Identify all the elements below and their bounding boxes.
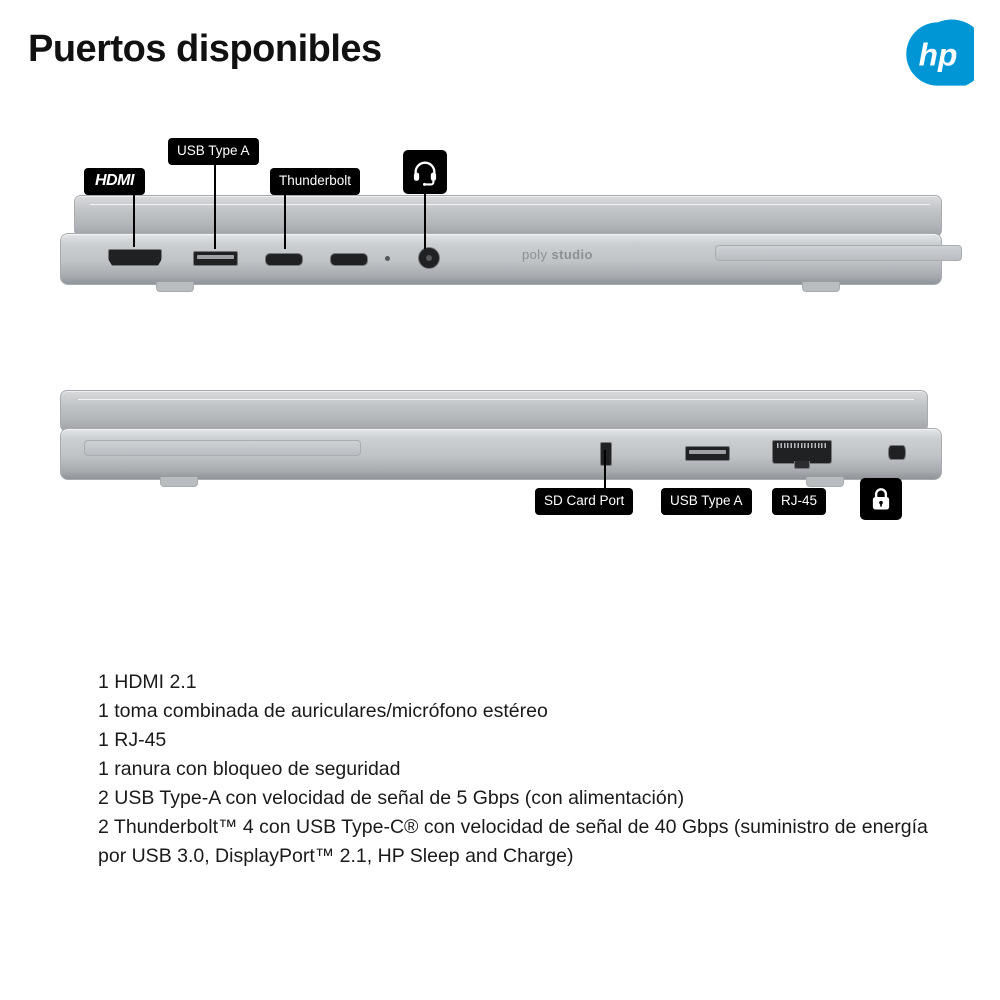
lock-icon bbox=[868, 486, 894, 512]
spec-line-thunderbolt: 2 Thunderbolt™ 4 con USB Type-C® con velocidad de señal de 40 Gbps (suministro de energía por USB 3.0, DisplayPort™ 2.1, HP Sleep and Charge) bbox=[98, 816, 934, 867]
sd-card-port bbox=[600, 442, 612, 466]
laptop-lid bbox=[74, 195, 942, 237]
hp-logo-icon bbox=[902, 18, 974, 90]
usb-type-a-port-2 bbox=[685, 446, 730, 461]
rj45-pins bbox=[777, 443, 827, 448]
callout-thunderbolt: Thunderbolt bbox=[270, 168, 360, 195]
rj45-port bbox=[772, 440, 832, 464]
headset-jack-inner bbox=[426, 255, 432, 261]
ports-spec-list bbox=[98, 668, 938, 871]
poly-wordmark: poly bbox=[522, 247, 548, 262]
usb-a-tongue-2 bbox=[689, 450, 726, 454]
callout-hdmi bbox=[84, 168, 145, 195]
thunderbolt-port-1 bbox=[265, 253, 303, 266]
spec-line-rj45: 1 RJ-45 bbox=[98, 729, 167, 751]
callout-usb-type-a-bottom: USB Type A bbox=[661, 488, 752, 515]
usb-type-a-port bbox=[193, 251, 238, 266]
leader-sd-card bbox=[604, 450, 606, 490]
lid-seam bbox=[90, 204, 930, 205]
headset-jack-port bbox=[418, 247, 440, 269]
laptop-left-side-view bbox=[60, 195, 940, 335]
thunderbolt-port-2 bbox=[330, 253, 368, 266]
status-led bbox=[385, 256, 390, 261]
poly-studio-branding bbox=[522, 247, 593, 262]
leader-headset bbox=[424, 194, 426, 249]
callout-security-lock bbox=[860, 478, 902, 520]
rj45-latch bbox=[794, 461, 810, 469]
svg-text:hp: hp bbox=[918, 36, 958, 73]
leader-usb-type-a-top bbox=[214, 164, 216, 249]
vent-grille-2 bbox=[84, 440, 361, 456]
headset-icon bbox=[411, 158, 439, 186]
lid-seam-2 bbox=[78, 399, 914, 400]
laptop-foot-right bbox=[802, 282, 840, 292]
studio-wordmark: studio bbox=[551, 247, 593, 262]
page-title: Puertos disponibles bbox=[28, 28, 382, 70]
usb-a-tongue bbox=[197, 255, 234, 259]
spec-line-security-lock: 1 ranura con bloqueo de seguridad bbox=[98, 758, 401, 780]
callout-headset bbox=[403, 150, 447, 194]
callout-sd-card-port: SD Card Port bbox=[535, 488, 633, 515]
laptop-foot-left-2 bbox=[160, 477, 198, 487]
hdmi-port bbox=[108, 249, 162, 266]
spec-line-hdmi: 1 HDMI 2.1 bbox=[98, 671, 197, 693]
laptop-foot-right-2 bbox=[806, 477, 844, 487]
laptop-lid-2 bbox=[60, 390, 928, 432]
callout-rj45: RJ-45 bbox=[772, 488, 826, 515]
callout-usb-type-a-top: USB Type A bbox=[168, 138, 259, 165]
laptop-foot-left bbox=[156, 282, 194, 292]
device-illustration-area bbox=[0, 120, 1000, 620]
spec-line-usb-type-a: 2 USB Type-A con velocidad de señal de 5 Gbps (con alimentación) bbox=[98, 787, 685, 809]
security-lock-slot bbox=[888, 445, 906, 460]
leader-thunderbolt bbox=[284, 194, 286, 249]
spec-line-headset: 1 toma combinada de auriculares/micrófono estéreo bbox=[98, 700, 548, 722]
vent-grille bbox=[715, 245, 962, 261]
hdmi-wordmark: HDMI bbox=[95, 172, 134, 189]
leader-hdmi bbox=[133, 194, 135, 247]
